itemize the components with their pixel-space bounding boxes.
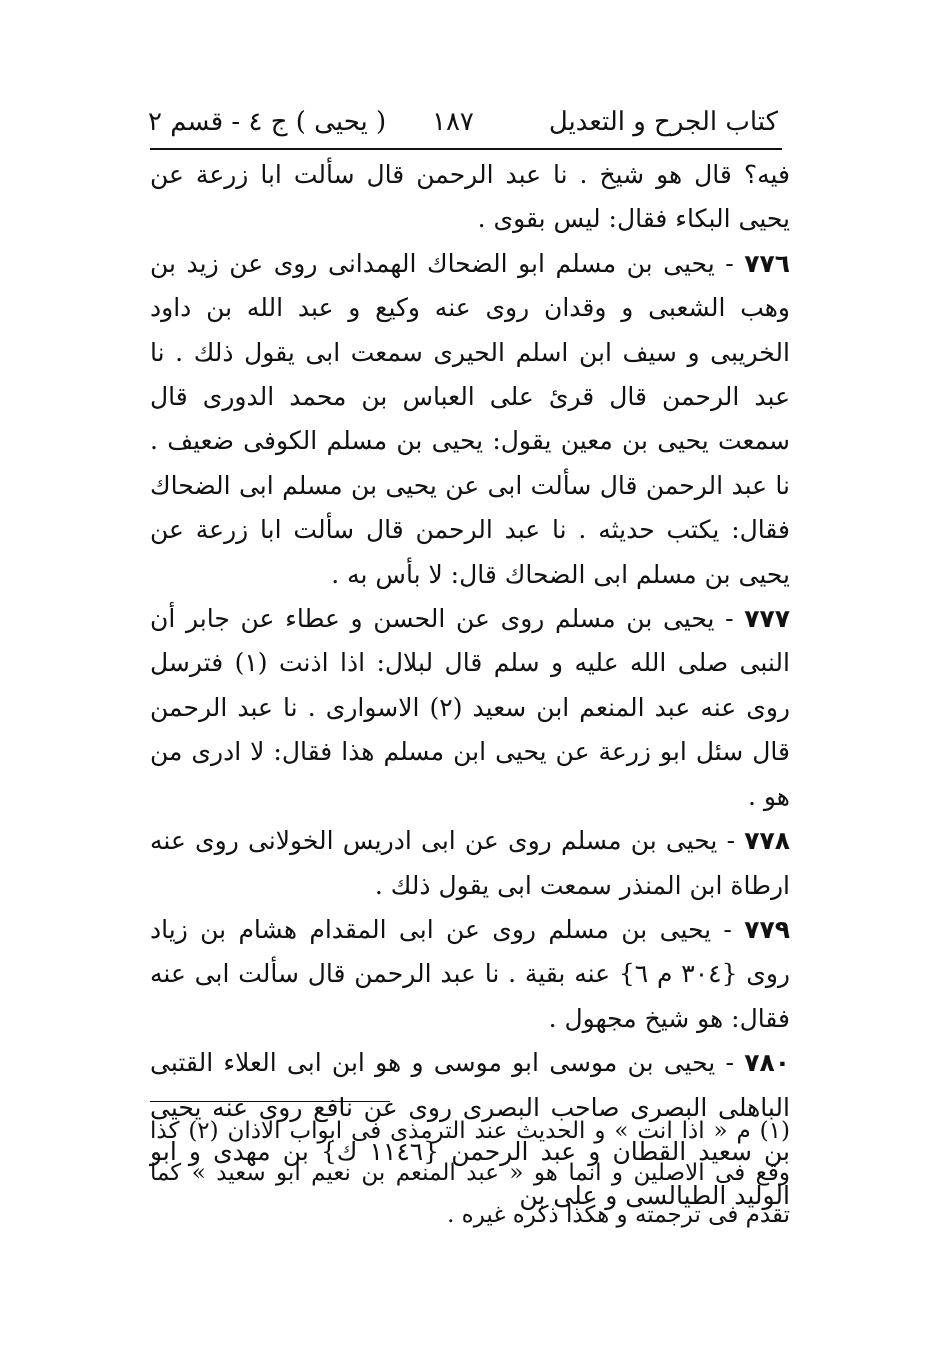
footnotes [150,1110,790,1240]
entry-text: - يحيى بن مسلم روى عن ابى ادريس الخولانى روى عنه ارطاة ابن المنذر سمعت ابى يقول ذلك . [150,826,790,900]
section-label: ( يحيى ) ج ٤ - قسم ٢ [148,107,387,137]
entry-text: - يحيى بن مسلم روى عن ابى المقدام هشام بن زياد روى {٣٠٤ م ٦} عنه بقية . نا عبد الرحمن قال سألت ابى عنه فقال: هو شيخ مجهول . [150,914,790,1033]
continuation-paragraph: فيه؟ قال هو شيخ . نا عبد الرحمن قال سألت ابا زرعة عن يحيى البكاء فقال: ليس بقوى . [150,160,790,234]
entry-text: - يحيى بن موسى ابو موسى و هو ابن ابى العلاء القتبى الباهلى البصرى صاحب البصرى روى عن نافع روى عنه يحيى بن سعيد القطان و عبد الرحمن {١١٤٦ ك} بن مهدى و ابو الوليد الطيالسى و على بن [150,1048,790,1211]
entry-number: ٧٧٨ [744,826,790,856]
entry-number: ٧٧٧ [744,604,790,634]
entry-779 [150,908,790,1041]
header-rule [150,148,782,150]
book-title: كتاب الجرح و التعديل [548,107,778,137]
entry-776 [150,242,790,597]
entry-number: ٧٧٩ [744,914,790,944]
page-number: ١٨٧ [432,107,474,137]
entry-text: - يحيى بن مسلم ابو الضحاك الهمدانى روى عن زيد بن وهب الشعبى و وقدان روى عنه وكيع و عبد الله بن داود الخريبى و سيف ابن اسلم الحيرى سمعت ابى يقول ذلك . نا عبد الرحمن قال قرئ على العباس بن محمد الدورى قال سمعت يحيى بن معين يقول: يحيى بن مسلم الكوفى ضعيف . نا عبد الرحمن قال سألت ابى عن يحيى بن مسلم ابى الضحاك فقال: يكتب حديثه . نا عبد الرحمن قال سألت ابا زرعة عن يحيى بن مسلم ابى الضحاك قال: لا بأس به . [150,248,790,589]
footnote-rule [150,1101,390,1102]
running-header [148,100,778,144]
entry-778 [150,819,790,908]
entry-777 [150,597,790,819]
footnote-text: (١) م « اذا انت » و الحديث عند الترمذى فى ابواب الاذان (٢) كذا وقع فى الاصلين و انما هو « عبد المنعم بن نعيم ابو سعيد » كما تقدم فى ترجمته و هكذا ذكره غيره . [150,1118,790,1228]
entry-number: ٧٧٦ [744,248,790,278]
entry-number: ٧٨٠ [744,1048,790,1078]
entry-text: - يحيى بن مسلم روى عن الحسن و عطاء عن جابر أن النبى صلى الله عليه و سلم قال لبلال: اذا اذنت (١) فترسل روى عنه عبد المنعم ابن سعيد (٢) الاسوارى . نا عبد الرحمن قال سئل ابو زرعة عن يحيى ابن مسلم هذا فقال: لا ادرى من هو . [150,604,790,811]
